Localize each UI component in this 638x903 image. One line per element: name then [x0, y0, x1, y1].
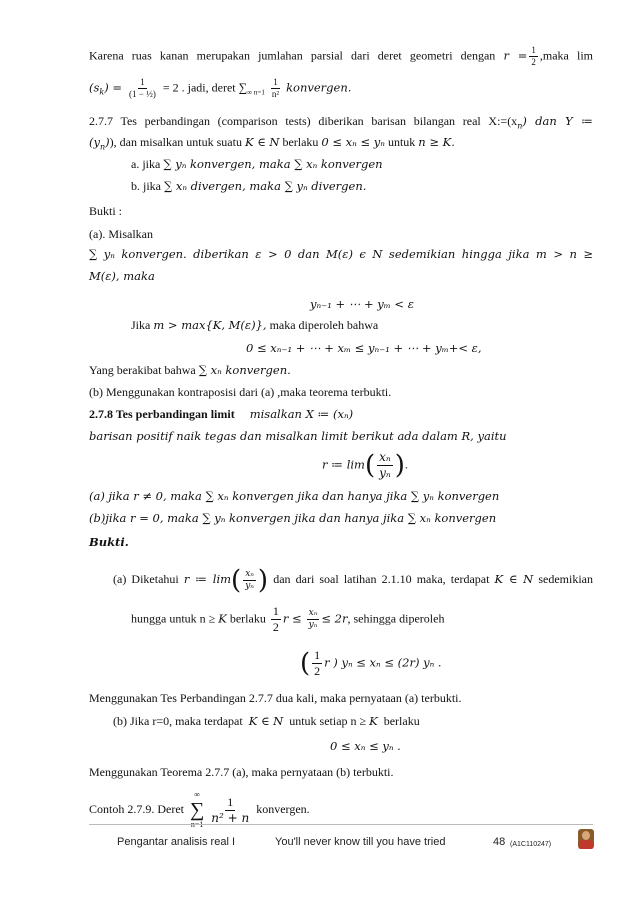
sum-symbol: ∞ ∑ n=1	[190, 790, 205, 829]
intro-line-2: $(s_k)$ = $\frac{1}{\text{(1 − ½)}}$ = 2 . jadi, deret $\sum_{\infty n=1}$ $\frac{1}{\text{n²}}$ konvergen.	[89, 77, 352, 99]
intro-line-1: Karena ruas kanan merupakan jumlahan parsial dari deret geometri dengan r = $\frac{1}{2}$ ,maka lim	[89, 45, 593, 67]
proof-b-line: (b) Menggunakan kontraposisi dari (a) ,maka teorema terbukti.	[89, 385, 392, 399]
proof-2-b-inequality: 0 ≤ xₙ ≤ yₙ .	[330, 739, 401, 753]
footer-course: Pengantar analisis real I	[117, 836, 236, 848]
proof-2-a-line-2: hungga untuk n ≥ K berlaku $\frac{1}{2}$ r ≤ $\frac{\text{xₙ}}{\text{yₙ}}$ ≤ 2r, sehingga diperoleh	[131, 604, 445, 634]
proof-2-heading: Bukti.	[89, 535, 129, 549]
theorem-2-7-8-title: 2.7.8 Tes perbandingan limit misalkan X ≔ (xₙ)	[89, 407, 354, 421]
theorem-2-7-7-part-b: b. jika ∑ xₙ divergen, maka ∑ yₙ divergen.	[131, 179, 367, 193]
theorem-2-7-7-line-1: 2.7.7 Tes perbandingan (comparison tests) diberikan barisan bilangan real $X:=(x_n)$ dan Y ≔	[89, 114, 593, 131]
proof-2-use-2: Menggunakan Teorema 2.7.7 (a), maka pernyataan (b) terbukti.	[89, 765, 394, 779]
footer-divider	[89, 824, 593, 825]
limit-definition: r ≔ lim( $\frac{\text{xₙ}}{\text{yₙ}}$ ).	[322, 450, 408, 481]
proof-a-line-2: M(ε), maka	[89, 269, 155, 283]
theorem-2-7-8-line-2: barisan positif naik tegas dan misalkan limit berikut ada dalam R, yaitu	[89, 429, 507, 443]
proof-a-chain: 0 ≤ xₙ₋₁ + ⋯ + xₘ ≤ yₙ₋₁ + ⋯ + yₘ+< ε,	[246, 341, 482, 355]
half-fraction: $\frac{1}{2}$	[531, 45, 536, 67]
footer-motto: You'll never know till you have tried	[275, 836, 446, 848]
proof-2-a-line-1: (a) Diketahui r ≔ lim( $\frac{\text{xₙ}}{\text{yₙ}}$ ) dan dari soal latihan 2.1.10 maka, terdapat K ∈ N sedemikian	[113, 565, 594, 596]
footer-page-number: 48	[493, 836, 506, 848]
proof-2-a-bounds: ( $\frac{1}{2}$ r ) yₙ ≤ xₙ ≤ (2r) yₙ .	[300, 648, 442, 679]
proof-a-line-1: ∑ yₙ konvergen. diberikan ε > 0 dan M(ε) ϵ N sedemikian hingga jika m > n ≥	[89, 247, 593, 261]
proof-2-use-1: Menggunakan Tes Perbandingan 2.7.7 dua kali, maka pernyataan (a) terbukti.	[89, 691, 462, 705]
theorem-2-7-7-part-a: a. jika ∑ yₙ konvergen, maka ∑ xₙ konvergen	[131, 157, 383, 171]
inverse-square-fraction: $\frac{1}{\text{n²}}$	[271, 77, 280, 99]
theorem-2-7-7-line-2: $(y_n)$), dan misalkan untuk suatu K ∈ N berlaku 0 ≤ xₙ ≤ yₙ untuk n ≥ K.	[89, 135, 455, 152]
theorem-2-7-8-part-a: (a) jika r ≠ 0, maka ∑ xₙ konvergen jika dan hanya jika ∑ yₙ konvergen	[89, 489, 500, 503]
proof-a-inequality: yₙ₋₁ + ⋯ + yₘ < ε	[310, 297, 414, 311]
proof-2-b-line: (b) Jika r=0, maka terdapat K ∈ N untuk setiap n ≥ K berlaku	[113, 714, 420, 728]
proof-heading: Bukti :	[89, 204, 123, 218]
proof-a-result: Yang berakibat bahwa ∑ xₙ konvergen.	[89, 363, 291, 377]
example-2-7-9: Contoh 2.7.9. Deret ∞ ∑ n=1 $\frac{1}{\text{n² + n}}$ konvergen.	[89, 790, 310, 829]
geometric-fraction: $\frac{1}{\text{(1 − ½)}}$	[129, 77, 156, 99]
proof-a-start: (a). Misalkan	[89, 227, 153, 241]
theorem-2-7-8-part-b: (b)jika r = 0, maka ∑ yₙ konvergen jika dan hanya jika ∑ xₙ konvergen	[89, 511, 497, 525]
author-avatar	[578, 829, 594, 849]
footer-code: (A1C110247)	[510, 841, 552, 848]
proof-a-jika-line: Jika m > max{K, M(ε)}, maka diperoleh bahwa	[131, 318, 379, 332]
